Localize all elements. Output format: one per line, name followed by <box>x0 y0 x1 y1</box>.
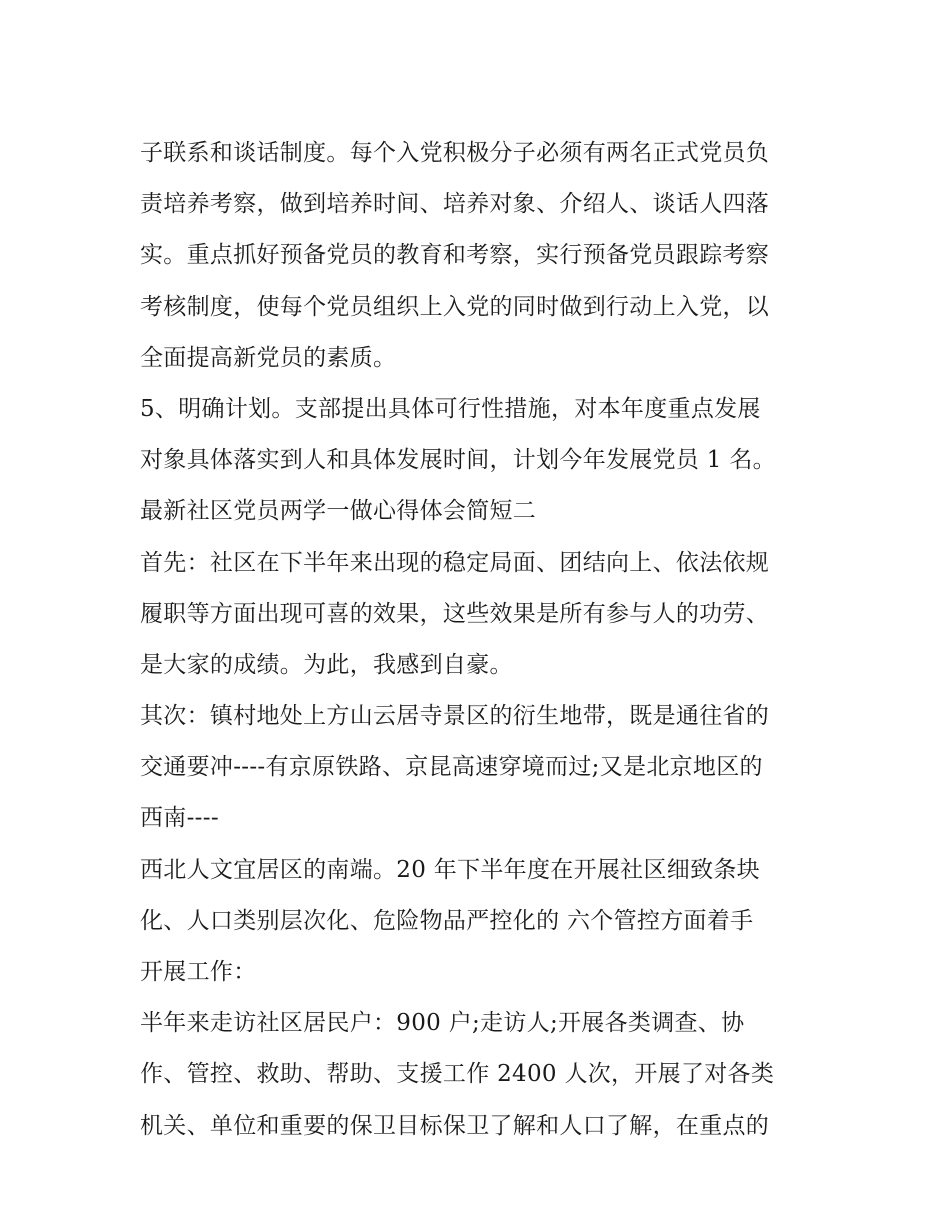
text-line: 履职等方面出现可喜的效果，这些效果是所有参与人的功劳、 <box>140 600 770 627</box>
text-line: 是大家的成绩。为此，我感到自豪。 <box>140 651 513 678</box>
text-line: 首先：社区在下半年来出现的稳定局面、团结向上、依法依规 <box>140 549 770 576</box>
document-body <box>140 128 820 1152</box>
text-line: 其次：镇村地处上方山云居寺景区的衍生地带，既是通往省的 <box>140 703 770 730</box>
text-line: 5、明确计划。支部提出具体可行性措施，对本年度重点发展 <box>140 395 761 422</box>
text-line: 交通要冲----有京原铁路、京昆高速穿境而过;又是北京地区的 <box>140 754 763 781</box>
text-line: 西南---- <box>140 805 219 832</box>
text-line: 全面提高新党员的素质。 <box>140 344 397 371</box>
text-line: 考核制度，使每个党员组织上入党的同时做到行动上入党，以 <box>140 293 770 320</box>
text-line: 半年来走访社区居民户：900 户;走访人;开展各类调查、协 <box>140 1010 745 1037</box>
section-heading: 最新社区党员两学一做心得体会简短二 <box>140 498 537 525</box>
text-line: 实。重点抓好预备党员的教育和考察，实行预备党员跟踪考察 <box>140 242 770 269</box>
text-line: 西北人文宜居区的南端。20 年下半年度在开展社区细致条块 <box>140 856 760 883</box>
text-line: 作、管控、救助、帮助、支援工作 2400 人次，开展了对各类 <box>140 1061 775 1088</box>
text-line: 化、人口类别层次化、危险物品严控化的 六个管控方面着手 <box>140 907 754 934</box>
text-line: 机关、单位和重要的保卫目标保卫了解和人口了解，在重点的 <box>140 1112 770 1139</box>
text-line: 开展工作： <box>140 959 257 985</box>
text-line: 子联系和谈话制度。每个入党积极分子必须有两名正式党员负 <box>140 140 770 166</box>
text-line: 责培养考察，做到培养时间、培养对象、介绍人、谈话人四落 <box>140 191 770 218</box>
text-line: 对象具体落实到人和具体发展时间，计划今年发展党员 1 名。 <box>140 447 776 474</box>
